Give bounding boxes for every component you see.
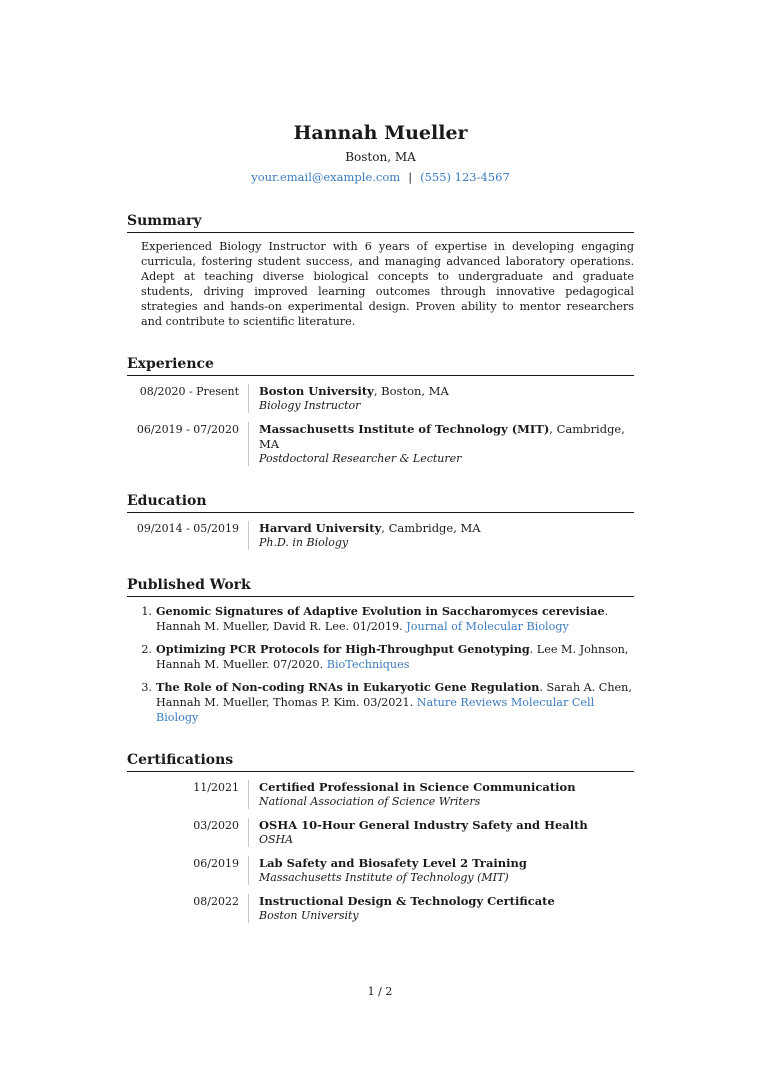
publication-text: [156, 642, 634, 672]
publications-heading: Published Work: [127, 576, 634, 597]
publication-authors: . Sarah A. Chen, Hannah M. Mueller, Thomas P. Kim. 03/2021.: [156, 681, 632, 709]
certification-name-text: Lab Safety and Biosafety Level 2 Training: [259, 856, 527, 870]
entry-date: 08/2022: [193, 895, 239, 908]
entry-body: [248, 422, 634, 466]
contact-separator: |: [408, 170, 413, 184]
entry-title: [259, 422, 634, 452]
entry-role: Biology Instructor: [259, 399, 361, 412]
entry-date: 11/2021: [193, 781, 239, 794]
entry-body: [248, 384, 449, 413]
publication-title: Optimizing PCR Protocols for High-Throughput Genotyping: [156, 642, 530, 656]
entry-place: , Cambridge, MA: [259, 422, 625, 451]
certifications-section: [127, 751, 634, 923]
entry-date: 06/2019 - 07/2020: [136, 423, 239, 436]
experience-entry: [127, 422, 634, 466]
entry-org: Boston University: [259, 384, 374, 398]
publication-text: [156, 604, 634, 634]
publication-number: 3.: [141, 681, 152, 694]
certification-name: [259, 780, 576, 795]
certification-name: [259, 894, 555, 909]
entry-degree: Ph.D. in Biology: [259, 536, 349, 549]
entry-date: 06/2019: [193, 857, 239, 870]
candidate-name: Hannah Mueller: [293, 122, 468, 144]
entry-title: [259, 521, 481, 536]
summary-text: Experienced Biology Instructor with 6 years of expertise in developing engaging curricula, fostering student success, and managing advanced laboratory operations. Adept at teaching diverse biological concepts to undergraduate and graduate students, driving improved learning outcomes through innovative pedagogical strategies and hands-on experimental design. Proven ability to mentor researchers and contribute to scientific literature.: [141, 240, 634, 328]
education-entry: [127, 521, 634, 550]
contact-line: [127, 168, 634, 186]
entry-role: Postdoctoral Researcher & Lecturer: [259, 452, 462, 465]
certification-name-text: Instructional Design & Technology Certificate: [259, 894, 555, 908]
publication-number: 2.: [141, 643, 152, 656]
certifications-heading: Certifications: [127, 751, 634, 772]
publication-item: [127, 604, 634, 634]
education-heading: Education: [127, 492, 634, 513]
summary-heading: Summary: [127, 212, 634, 233]
publication-journal-link[interactable]: BioTechniques: [326, 658, 410, 671]
certification-entry: [127, 894, 634, 923]
certification-name: [259, 856, 527, 871]
experience-entry: [127, 384, 634, 413]
page-number: 1 / 2: [367, 985, 393, 998]
email-link[interactable]: your.email@example.com: [251, 170, 401, 184]
publication-journal-link[interactable]: Nature Reviews Molecular Cell Biology: [156, 696, 595, 724]
certification-name-text: OSHA 10-Hour General Industry Safety and Health: [259, 818, 588, 832]
publications-section: [127, 576, 634, 725]
certification-entry: [127, 780, 634, 809]
entry-date: 09/2014 - 05/2019: [136, 522, 239, 535]
entry-body: [248, 780, 576, 809]
publication-text: [156, 680, 634, 725]
certification-name: [259, 818, 588, 833]
entry-body: [248, 818, 588, 847]
entry-org: Massachusetts Institute of Technology (MIT): [259, 422, 550, 436]
entry-body: [248, 894, 555, 923]
certification-issuer: Boston University: [259, 909, 359, 922]
entry-body: [248, 856, 527, 885]
entry-date: 08/2020 - Present: [139, 385, 239, 398]
certification-issuer: OSHA: [259, 833, 294, 846]
experience-section: [127, 355, 634, 466]
certification-issuer: National Association of Science Writers: [259, 795, 481, 808]
publication-authors: . Lee M. Johnson, Hannah M. Mueller. 07/2020.: [156, 643, 629, 671]
certification-issuer: Massachusetts Institute of Technology (MIT): [259, 871, 509, 884]
certification-entry: [127, 818, 634, 847]
publication-title: Genomic Signatures of Adaptive Evolution in Saccharomyces cerevisiae: [156, 604, 605, 618]
entry-date: 03/2020: [193, 819, 239, 832]
publication-item: [127, 680, 634, 725]
certification-name-text: Certified Professional in Science Communication: [259, 780, 576, 794]
certification-entry: [127, 856, 634, 885]
resume-header: [127, 120, 634, 186]
entry-org: Harvard University: [259, 521, 382, 535]
entry-title: [259, 384, 449, 399]
entry-place: , Boston, MA: [373, 384, 449, 398]
education-section: [127, 492, 634, 550]
publication-journal-link[interactable]: Journal of Molecular Biology: [406, 620, 569, 633]
experience-heading: Experience: [127, 355, 634, 376]
publication-number: 1.: [141, 605, 152, 618]
publication-title: The Role of Non-coding RNAs in Eukaryotic Gene Regulation: [156, 680, 540, 694]
summary-section: [127, 212, 634, 329]
publication-item: [127, 642, 634, 672]
publication-list: [127, 604, 634, 725]
entry-body: [248, 521, 481, 550]
resume-page: [127, 120, 634, 923]
candidate-location: Boston, MA: [345, 150, 416, 164]
publication-authors: . Hannah M. Mueller, David R. Lee. 01/2019.: [156, 605, 609, 633]
entry-place: , Cambridge, MA: [381, 521, 481, 535]
phone-link[interactable]: (555) 123-4567: [420, 170, 510, 184]
